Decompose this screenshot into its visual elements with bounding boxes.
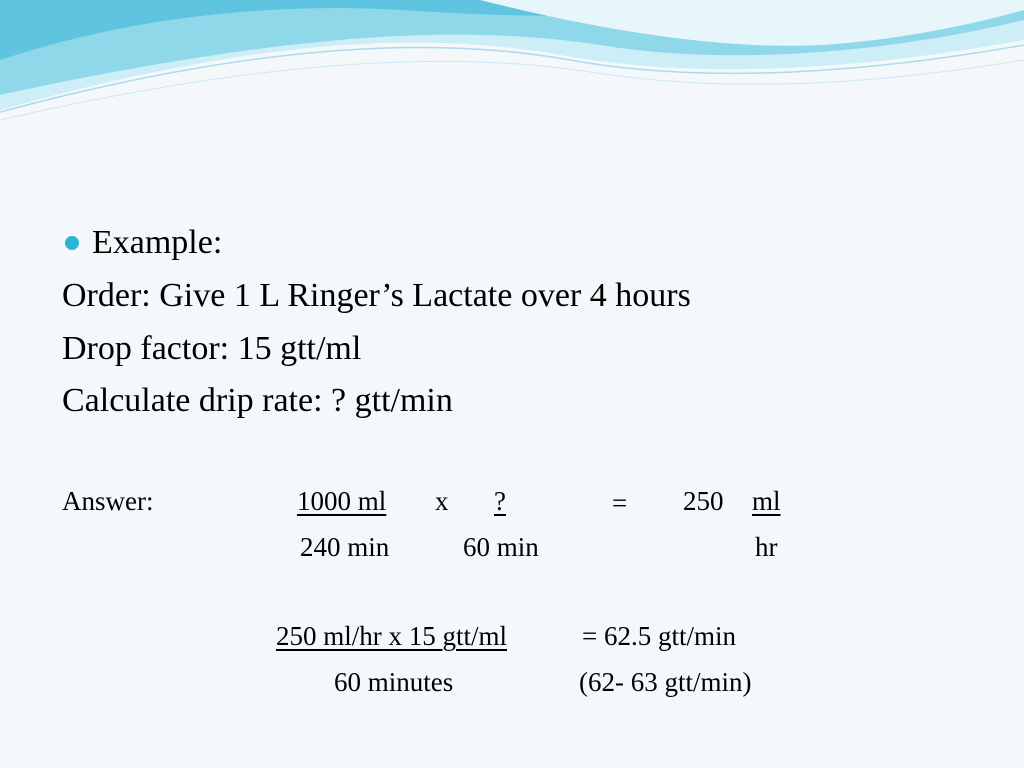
order-line: Order: Give 1 L Ringer’s Lactate over 4 hours [62,277,691,314]
answer-label: Answer: [62,486,154,516]
numerator-1000ml: 1000 ml [297,486,387,516]
calc-rounded: (62- 63 gtt/min) [579,667,752,697]
times-sign: x [435,486,449,516]
decorative-wave-header [0,0,1024,130]
denominator-240min: 240 min [300,532,390,562]
denominator-60min: 60 min [463,532,539,562]
calc-numerator: 250 ml/hr x 15 gtt/ml [276,621,508,651]
result-unit-ml: ml [752,486,781,516]
calculate-line: Calculate drip rate: ? gtt/min [62,382,453,419]
calc-result: = 62.5 gtt/min [582,621,736,651]
numerator-question: ? [494,486,506,516]
bullet-icon [65,236,79,250]
calc-denominator: 60 minutes [334,667,454,697]
result-unit-hr: hr [755,532,778,562]
result-value: 250 [683,486,724,516]
drop-factor-line: Drop factor: 15 gtt/ml [62,330,362,367]
example-label: Example: [92,224,223,261]
equals-sign: = [612,488,628,518]
